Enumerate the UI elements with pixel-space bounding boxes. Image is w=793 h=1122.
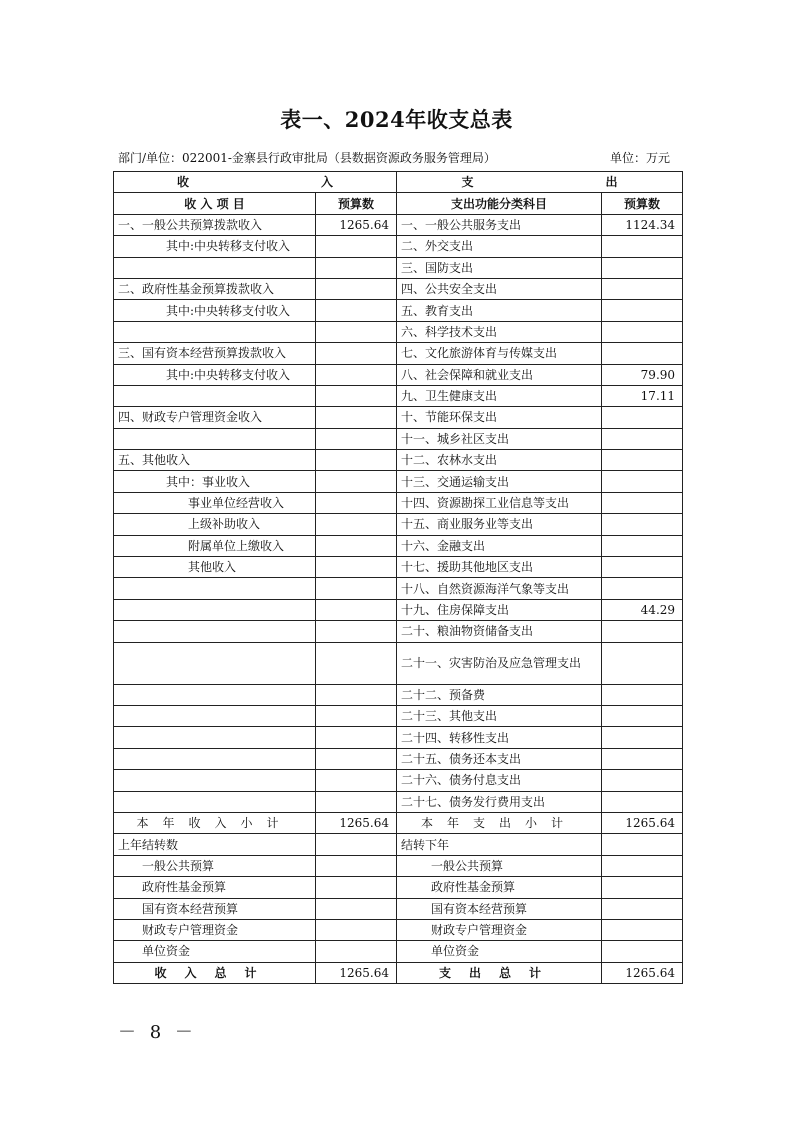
carry-in-item: 上年结转数 bbox=[114, 834, 316, 855]
department-label: 部门/单位：022001-金寨县行政审批局（县数据资源政务服务管理局） bbox=[118, 151, 496, 165]
expense-item: 八、社会保障和就业支出 bbox=[397, 364, 602, 385]
income-item: 一、一般公共预算拨款收入 bbox=[114, 214, 316, 235]
expense-amount: 79.90 bbox=[602, 364, 683, 385]
table-row bbox=[114, 705, 683, 726]
expense-amount bbox=[602, 428, 683, 449]
expense-item: 二、外交支出 bbox=[397, 236, 602, 257]
table-row bbox=[114, 727, 683, 748]
expense-item: 十、节能环保支出 bbox=[397, 407, 602, 428]
table-row bbox=[114, 684, 683, 705]
expense-amount-header: 预算数 bbox=[602, 193, 683, 214]
table-row bbox=[114, 278, 683, 299]
carry-row bbox=[114, 941, 683, 962]
expense-amount bbox=[602, 278, 683, 299]
expense-item: 六、科学技术支出 bbox=[397, 321, 602, 342]
expense-total-amount: 1265.64 bbox=[602, 962, 683, 983]
carry-in-item: 国有资本经营预算 bbox=[114, 898, 316, 919]
table-row bbox=[114, 514, 683, 535]
income-item bbox=[114, 727, 316, 748]
income-item: 其他收入 bbox=[114, 557, 316, 578]
expense-item: 十一、城乡社区支出 bbox=[397, 428, 602, 449]
table-row bbox=[114, 300, 683, 321]
expense-item: 十五、商业服务业等支出 bbox=[397, 514, 602, 535]
income-amount bbox=[316, 321, 397, 342]
carry-in-amount bbox=[316, 919, 397, 940]
income-amount bbox=[316, 385, 397, 406]
expense-amount bbox=[602, 578, 683, 599]
page-title: 表一、2024年收支总表 bbox=[280, 107, 513, 132]
expense-item: 一、一般公共服务支出 bbox=[397, 214, 602, 235]
table-row bbox=[114, 642, 683, 684]
income-amount: 1265.64 bbox=[316, 214, 397, 235]
income-amount bbox=[316, 748, 397, 769]
expense-item: 十二、农林水支出 bbox=[397, 450, 602, 471]
carry-in-amount bbox=[316, 877, 397, 898]
expense-amount bbox=[602, 642, 683, 684]
table-row bbox=[114, 770, 683, 791]
expense-amount bbox=[602, 770, 683, 791]
income-item: 四、财政专户管理资金收入 bbox=[114, 407, 316, 428]
table-row bbox=[114, 492, 683, 513]
carry-out-amount bbox=[602, 919, 683, 940]
expense-item: 十四、资源勘探工业信息等支出 bbox=[397, 492, 602, 513]
table-row bbox=[114, 471, 683, 492]
expense-item-header: 支出功能分类科目 bbox=[397, 193, 602, 214]
table-row bbox=[114, 450, 683, 471]
income-amount bbox=[316, 236, 397, 257]
expense-amount bbox=[602, 236, 683, 257]
income-total-amount: 1265.64 bbox=[316, 962, 397, 983]
carry-in-amount bbox=[316, 898, 397, 919]
expense-item: 五、教育支出 bbox=[397, 300, 602, 321]
expense-item: 二十三、其他支出 bbox=[397, 705, 602, 726]
expense-amount: 17.11 bbox=[602, 385, 683, 406]
table-row bbox=[114, 621, 683, 642]
income-item bbox=[114, 791, 316, 812]
income-item-header: 收 入 项 目 bbox=[114, 193, 316, 214]
expense-amount: 44.29 bbox=[602, 599, 683, 620]
expense-amount bbox=[602, 450, 683, 471]
income-amount bbox=[316, 450, 397, 471]
carry-out-item: 财政专户管理资金 bbox=[397, 919, 602, 940]
table-row bbox=[114, 364, 683, 385]
table-row bbox=[114, 599, 683, 620]
income-amount bbox=[316, 599, 397, 620]
income-item: 其中：事业收入 bbox=[114, 471, 316, 492]
expense-item: 三、国防支出 bbox=[397, 257, 602, 278]
expense-item: 十八、自然资源海洋气象等支出 bbox=[397, 578, 602, 599]
table-row bbox=[114, 214, 683, 235]
expense-item: 七、文化旅游体育与传媒支出 bbox=[397, 343, 602, 364]
carry-in-amount bbox=[316, 941, 397, 962]
expense-item: 二十二、预备费 bbox=[397, 684, 602, 705]
income-amount bbox=[316, 642, 397, 684]
expense-amount bbox=[602, 300, 683, 321]
expense-amount bbox=[602, 514, 683, 535]
income-item: 附属单位上缴收入 bbox=[114, 535, 316, 556]
expense-amount bbox=[602, 343, 683, 364]
expense-item: 十九、住房保障支出 bbox=[397, 599, 602, 620]
table-row bbox=[114, 385, 683, 406]
income-amount bbox=[316, 535, 397, 556]
expense-amount bbox=[602, 492, 683, 513]
expense-amount bbox=[602, 535, 683, 556]
carry-out-item: 结转下年 bbox=[397, 834, 602, 855]
expense-item: 二十一、灾害防治及应急管理支出 bbox=[397, 642, 602, 684]
expense-item: 十三、交通运输支出 bbox=[397, 471, 602, 492]
income-item bbox=[114, 621, 316, 642]
expense-amount bbox=[602, 407, 683, 428]
table-row bbox=[114, 578, 683, 599]
income-amount bbox=[316, 770, 397, 791]
subtotal-row bbox=[114, 812, 683, 833]
carry-out-amount bbox=[602, 941, 683, 962]
table-row bbox=[114, 343, 683, 364]
column-header-row bbox=[114, 193, 683, 214]
expense-subtotal-amount: 1265.64 bbox=[602, 812, 683, 833]
carry-row bbox=[114, 898, 683, 919]
expense-amount bbox=[602, 557, 683, 578]
income-subtotal-label: 本年收入小计 bbox=[114, 812, 316, 833]
income-item: 事业单位经营收入 bbox=[114, 492, 316, 513]
income-item: 上级补助收入 bbox=[114, 514, 316, 535]
table-row bbox=[114, 236, 683, 257]
income-amount bbox=[316, 791, 397, 812]
carry-row bbox=[114, 919, 683, 940]
income-amount bbox=[316, 727, 397, 748]
expense-item: 二十七、债务发行费用支出 bbox=[397, 791, 602, 812]
income-item: 三、国有资本经营预算拨款收入 bbox=[114, 343, 316, 364]
income-amount bbox=[316, 492, 397, 513]
carry-out-item: 国有资本经营预算 bbox=[397, 898, 602, 919]
carry-in-item: 一般公共预算 bbox=[114, 855, 316, 876]
income-amount bbox=[316, 514, 397, 535]
carry-in-item: 单位资金 bbox=[114, 941, 316, 962]
carry-out-item: 政府性基金预算 bbox=[397, 877, 602, 898]
carry-out-item: 单位资金 bbox=[397, 941, 602, 962]
carry-out-amount bbox=[602, 877, 683, 898]
expense-amount bbox=[602, 621, 683, 642]
total-row bbox=[114, 962, 683, 983]
carry-in-item: 政府性基金预算 bbox=[114, 877, 316, 898]
expense-item: 九、卫生健康支出 bbox=[397, 385, 602, 406]
income-amount bbox=[316, 557, 397, 578]
income-item bbox=[114, 642, 316, 684]
carry-out-amount bbox=[602, 898, 683, 919]
income-item bbox=[114, 385, 316, 406]
expense-item: 四、公共安全支出 bbox=[397, 278, 602, 299]
unit-label: 单位：万元 bbox=[610, 151, 671, 165]
income-amount bbox=[316, 684, 397, 705]
expense-item: 十六、金融支出 bbox=[397, 535, 602, 556]
income-item: 其中:中央转移支付收入 bbox=[114, 364, 316, 385]
income-amount bbox=[316, 343, 397, 364]
income-amount bbox=[316, 705, 397, 726]
income-amount bbox=[316, 278, 397, 299]
income-item bbox=[114, 321, 316, 342]
table-row bbox=[114, 428, 683, 449]
carry-in-item: 财政专户管理资金 bbox=[114, 919, 316, 940]
expense-item: 二十五、债务还本支出 bbox=[397, 748, 602, 769]
expense-amount bbox=[602, 748, 683, 769]
income-subtotal-amount: 1265.64 bbox=[316, 812, 397, 833]
income-amount bbox=[316, 578, 397, 599]
expense-total-label: 支出总计 bbox=[397, 962, 602, 983]
carry-in-amount bbox=[316, 855, 397, 876]
table-row bbox=[114, 535, 683, 556]
income-item bbox=[114, 770, 316, 791]
income-item: 五、其他收入 bbox=[114, 450, 316, 471]
income-amount bbox=[316, 300, 397, 321]
table-row bbox=[114, 791, 683, 812]
expense-amount bbox=[602, 684, 683, 705]
income-item bbox=[114, 684, 316, 705]
income-item: 二、政府性基金预算拨款收入 bbox=[114, 278, 316, 299]
table-row bbox=[114, 321, 683, 342]
page-number: － 8 － bbox=[118, 1022, 197, 1043]
expense-amount: 1124.34 bbox=[602, 214, 683, 235]
expense-amount bbox=[602, 727, 683, 748]
income-item bbox=[114, 428, 316, 449]
income-amount bbox=[316, 407, 397, 428]
income-item: 其中:中央转移支付收入 bbox=[114, 300, 316, 321]
carry-in-amount bbox=[316, 834, 397, 855]
budget-summary-table bbox=[113, 171, 683, 984]
table-row bbox=[114, 257, 683, 278]
income-amount bbox=[316, 364, 397, 385]
income-amount bbox=[316, 471, 397, 492]
expense-amount bbox=[602, 321, 683, 342]
carry-row bbox=[114, 855, 683, 876]
expense-item: 十七、援助其他地区支出 bbox=[397, 557, 602, 578]
carry-out-amount bbox=[602, 834, 683, 855]
expense-group-header: 支 出 bbox=[397, 172, 683, 193]
carry-row bbox=[114, 834, 683, 855]
expense-amount bbox=[602, 471, 683, 492]
carry-row bbox=[114, 877, 683, 898]
table-row bbox=[114, 748, 683, 769]
table-row bbox=[114, 407, 683, 428]
income-group-header: 收 入 bbox=[114, 172, 397, 193]
expense-amount bbox=[602, 705, 683, 726]
carry-out-amount bbox=[602, 855, 683, 876]
expense-amount bbox=[602, 791, 683, 812]
expense-subtotal-label: 本年支出小计 bbox=[397, 812, 602, 833]
income-total-label: 收入总计 bbox=[114, 962, 316, 983]
expense-amount bbox=[602, 257, 683, 278]
income-amount bbox=[316, 428, 397, 449]
expense-item: 二十四、转移性支出 bbox=[397, 727, 602, 748]
income-item bbox=[114, 705, 316, 726]
table-row bbox=[114, 557, 683, 578]
group-header-row bbox=[114, 172, 683, 193]
income-item bbox=[114, 748, 316, 769]
income-amount bbox=[316, 621, 397, 642]
income-amount bbox=[316, 257, 397, 278]
income-item bbox=[114, 599, 316, 620]
income-amount-header: 预算数 bbox=[316, 193, 397, 214]
income-item bbox=[114, 257, 316, 278]
income-item: 其中:中央转移支付收入 bbox=[114, 236, 316, 257]
expense-item: 二十、粮油物资储备支出 bbox=[397, 621, 602, 642]
income-item bbox=[114, 578, 316, 599]
expense-item: 二十六、债务付息支出 bbox=[397, 770, 602, 791]
carry-out-item: 一般公共预算 bbox=[397, 855, 602, 876]
